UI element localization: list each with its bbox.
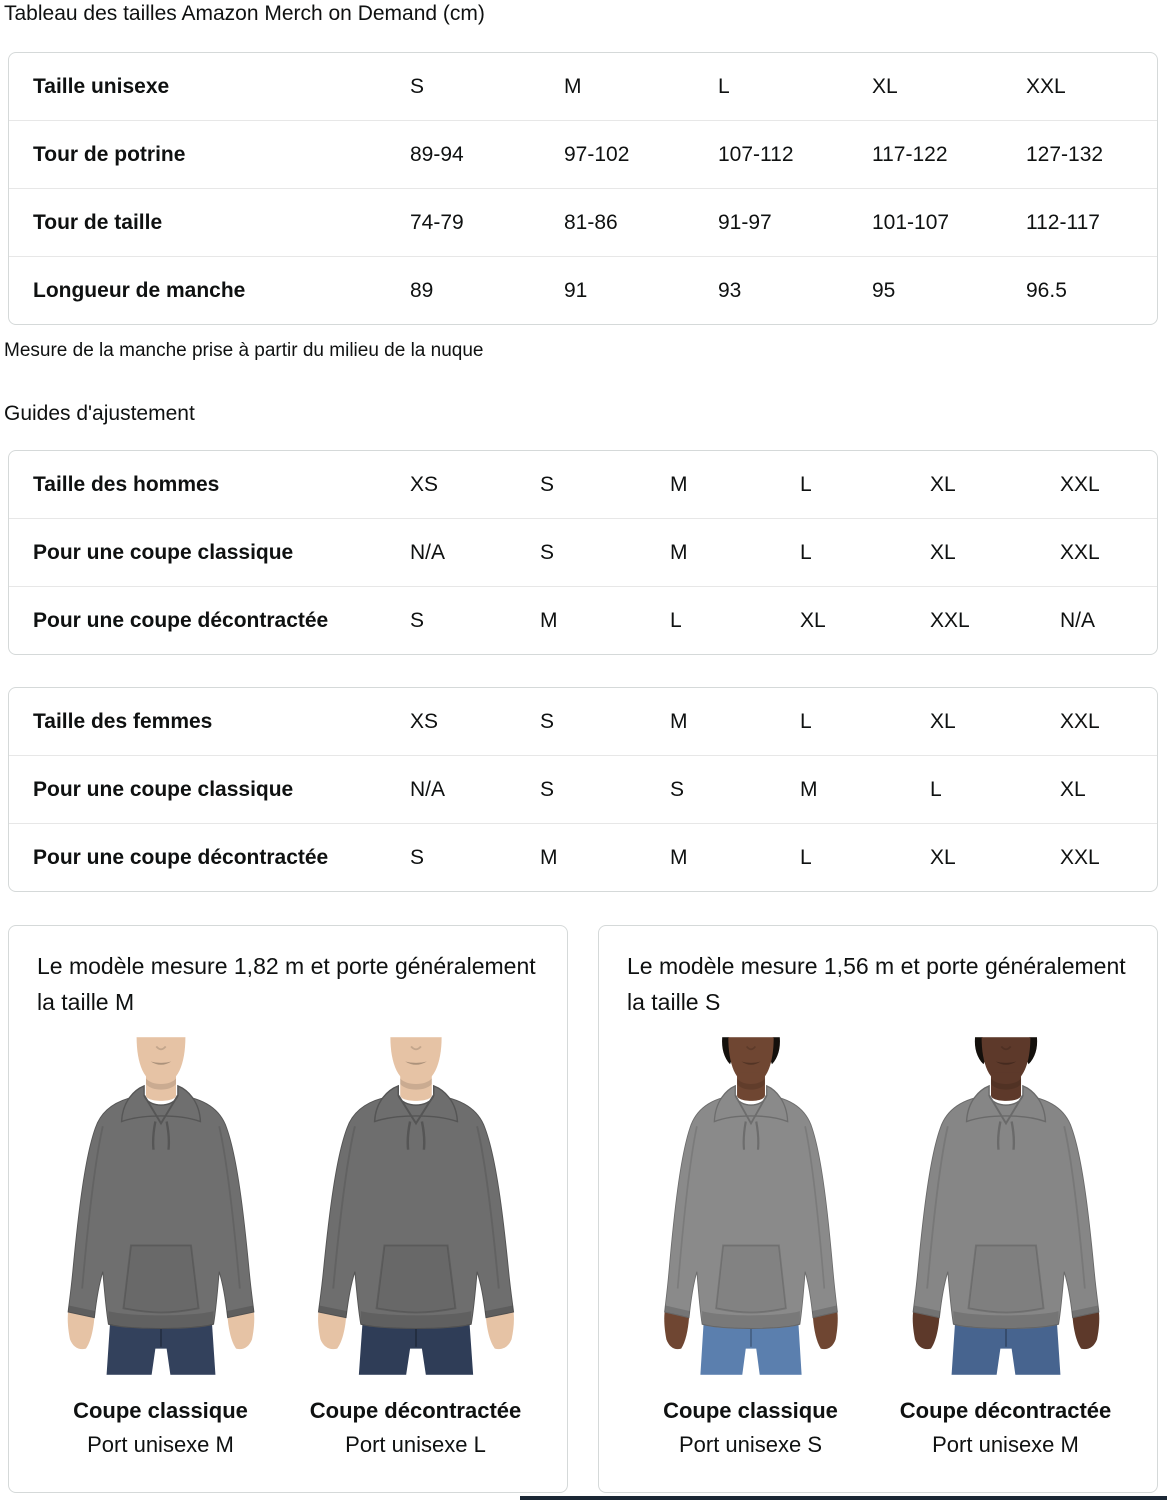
size-cell: L — [800, 709, 812, 733]
size-cell: L — [930, 777, 942, 801]
table-row — [9, 53, 1157, 120]
measure-cell: 97-102 — [564, 142, 630, 166]
size-cell: XL — [930, 709, 956, 733]
size-cell: S — [670, 777, 685, 801]
size-cell: L — [670, 608, 682, 632]
row-label: Taille unisexe — [33, 74, 170, 98]
female-model-relaxed-fit-photo — [884, 1030, 1128, 1382]
model-description: Le modèle mesure 1,56 m et porte généralement la taille S — [627, 953, 1126, 1015]
size-cell: XL — [930, 540, 956, 564]
size-cell: L — [800, 540, 812, 564]
women-fit-table — [8, 687, 1158, 892]
measure-cell: 89 — [410, 278, 434, 302]
size-cell: L — [800, 845, 812, 869]
fit-label: Coupe décontractée — [309, 1398, 522, 1423]
size-cell: XXL — [1060, 540, 1100, 564]
figure-classic-fit — [33, 1030, 288, 1458]
measure-cell: 117-122 — [872, 142, 948, 166]
table-row — [9, 823, 1157, 891]
size-cell: XXL — [930, 608, 970, 632]
male-model-relaxed-fit-photo — [287, 1030, 543, 1382]
size-cell: XL — [930, 845, 956, 869]
size-cell: XL — [1060, 777, 1086, 801]
size-cell: XL — [872, 74, 898, 98]
unisex-size-table — [8, 52, 1158, 325]
size-cell: N/A — [410, 777, 446, 801]
table-row — [9, 256, 1157, 324]
fit-label: Coupe classique — [663, 1398, 838, 1423]
measure-cell: 107-112 — [718, 142, 794, 166]
table-row — [9, 451, 1157, 518]
men-fit-table — [8, 450, 1158, 655]
size-cell: XXL — [1060, 845, 1100, 869]
size-cell: M — [670, 845, 688, 869]
row-label: Tour de potrine — [33, 142, 186, 166]
measure-cell: 91 — [564, 278, 588, 302]
figure-relaxed-fit — [878, 1030, 1133, 1458]
size-cell: XXL — [1060, 709, 1100, 733]
female-model-card — [598, 925, 1158, 1493]
female-model-classic-fit-photo — [637, 1030, 864, 1382]
table-row — [9, 755, 1157, 823]
row-label: Pour une coupe classique — [33, 777, 294, 801]
size-cell: S — [410, 608, 425, 632]
sleeve-measure-note: Mesure de la manche prise à partir du milieu de la nuque — [4, 340, 484, 361]
size-cell: L — [718, 74, 730, 98]
table-row — [9, 688, 1157, 755]
table-row — [9, 120, 1157, 188]
size-cell: XS — [410, 709, 439, 733]
row-label: Tour de taille — [33, 210, 163, 234]
size-cell: M — [670, 709, 688, 733]
fit-guides-heading: Guides d'ajustement — [4, 402, 195, 425]
measure-cell: 101-107 — [872, 210, 950, 234]
wear-size-label: Port unisexe L — [345, 1432, 486, 1457]
size-cell: M — [670, 540, 688, 564]
table-row — [9, 518, 1157, 586]
size-cell: XXL — [1060, 472, 1100, 496]
fit-label: Coupe classique — [73, 1398, 248, 1423]
figure-relaxed-fit — [288, 1030, 543, 1458]
measure-cell: 93 — [718, 278, 742, 302]
row-label: Taille des femmes — [33, 709, 213, 733]
table-row — [9, 586, 1157, 654]
footer-top-edge — [520, 1496, 1167, 1500]
wear-size-label: Port unisexe S — [678, 1432, 823, 1457]
wear-size-label: Port unisexe M — [932, 1432, 1079, 1457]
page-title: Tableau des tailles Amazon Merch on Demand (cm) — [4, 2, 485, 25]
size-cell: M — [540, 845, 558, 869]
size-cell: XXL — [1026, 74, 1066, 98]
size-cell: S — [540, 540, 555, 564]
measure-cell: 91-97 — [718, 210, 772, 234]
size-cell: S — [410, 845, 425, 869]
wear-size-label: Port unisexe M — [87, 1432, 234, 1457]
size-cell: M — [564, 74, 582, 98]
size-cell: S — [410, 74, 425, 98]
measure-cell: 89-94 — [410, 142, 464, 166]
row-label: Taille des hommes — [33, 472, 220, 496]
measure-cell: 95 — [872, 278, 896, 302]
size-cell: M — [800, 777, 818, 801]
measure-cell: 81-86 — [564, 210, 618, 234]
row-label: Pour une coupe classique — [33, 540, 294, 564]
size-cell: L — [800, 472, 812, 496]
size-cell: S — [540, 472, 555, 496]
size-cell: M — [540, 608, 558, 632]
size-cell: XL — [800, 608, 826, 632]
measure-cell: 127-132 — [1026, 142, 1104, 166]
figures-row — [623, 1030, 1133, 1458]
figures-row — [33, 1030, 543, 1458]
size-cell: XS — [410, 472, 439, 496]
male-model-card — [8, 925, 568, 1493]
male-model-classic-fit-photo — [39, 1030, 283, 1382]
measure-cell: 74-79 — [410, 210, 464, 234]
size-cell: S — [540, 709, 555, 733]
size-cell: S — [540, 777, 555, 801]
measure-cell: 112-117 — [1026, 210, 1100, 234]
row-label: Pour une coupe décontractée — [33, 608, 329, 632]
size-cell: N/A — [1060, 608, 1096, 632]
measure-cell: 96.5 — [1026, 278, 1067, 302]
size-cell: M — [670, 472, 688, 496]
fit-label: Coupe décontractée — [899, 1398, 1112, 1423]
row-label: Pour une coupe décontractée — [33, 845, 329, 869]
size-cell: N/A — [410, 540, 446, 564]
figure-classic-fit — [623, 1030, 878, 1458]
table-row — [9, 188, 1157, 256]
model-cards-row — [8, 925, 1158, 1493]
model-description: Le modèle mesure 1,82 m et porte généralement la taille M — [37, 953, 536, 1015]
size-cell: XL — [930, 472, 956, 496]
row-label: Longueur de manche — [33, 278, 246, 302]
